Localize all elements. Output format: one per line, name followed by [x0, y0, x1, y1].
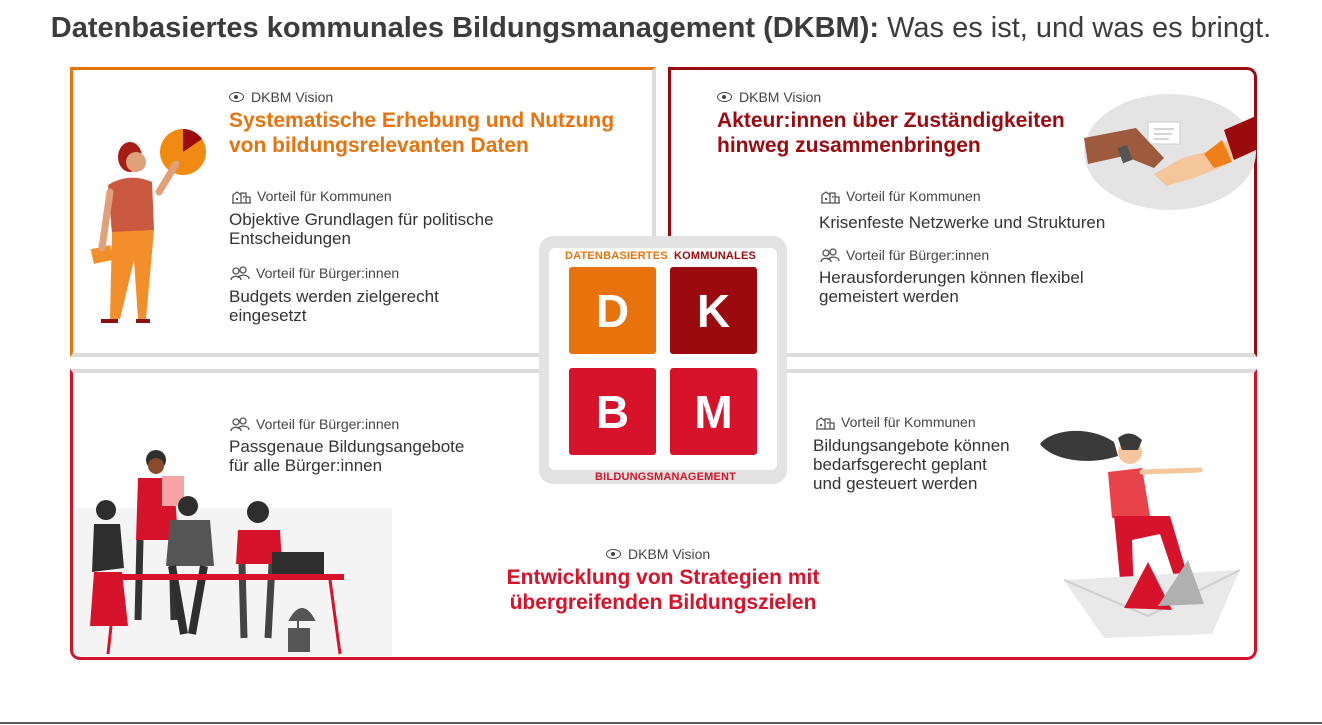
woman-paper-boat-illustration — [1038, 420, 1266, 648]
benefit-text-bl: Passgenaue Bildungsangebote für alle Bürger:innen — [229, 437, 465, 475]
benefit-text-tr-1: Krisenfeste Netzwerke und Strukturen — [819, 213, 1106, 232]
vision-label-tl: DKBM Vision — [229, 89, 333, 105]
town-icon — [232, 189, 251, 204]
town-icon — [821, 189, 840, 204]
caption-kommunales: KOMMUNALES — [674, 250, 757, 262]
divider — [0, 722, 1322, 724]
benefit-text-tr-2: Herausforderungen können flexibel gemeistert werden — [819, 268, 1084, 306]
benefit-label-tl-2: Vorteil für Bürger:innen — [230, 265, 399, 281]
benefit-label-tr-1: Vorteil für Kommunen — [821, 188, 981, 204]
benefit-label-br: Vorteil für Kommunen — [816, 414, 976, 430]
benefit-label-tl-1: Vorteil für Kommunen — [232, 188, 392, 204]
caption-bildungsmanagement: BILDUNGSMANAGEMENT — [595, 471, 737, 483]
tile-m: M — [670, 368, 757, 455]
vision-label-tr: DKBM Vision — [717, 89, 821, 105]
dkbm-logo-inner — [549, 248, 777, 483]
vision-label-bottom: DKBM Vision — [606, 546, 710, 562]
people-icon — [230, 417, 250, 432]
tile-k: K — [670, 267, 757, 354]
benefit-text-tl-1: Objektive Grundlagen für politische Entscheidungen — [229, 210, 494, 248]
benefit-text-tl-2: Budgets werden zielgerecht eingesetzt — [229, 287, 439, 325]
team-meeting-illustration — [76, 448, 392, 656]
title-normal: Was es ist, und was es bringt. — [879, 12, 1272, 44]
benefit-label-tr-2: Vorteil für Bürger:innen — [820, 247, 989, 263]
caption-datenbasiertes: DATENBASIERTES — [565, 250, 668, 262]
benefit-label-bl: Vorteil für Bürger:innen — [230, 416, 399, 432]
heading-bottom: Entwicklung von Strategien mit übergreifenden Bildungszielen — [506, 566, 820, 614]
person-pie-chart-illustration — [84, 122, 214, 327]
people-icon — [820, 248, 840, 263]
eye-icon — [606, 549, 621, 559]
handshake-illustration — [1074, 86, 1256, 214]
heading-tl: Systematische Erhebung und Nutzung von bildungsrelevanten Daten — [229, 109, 615, 157]
people-icon — [230, 266, 250, 281]
dkbm-logo — [539, 236, 787, 484]
tile-b: B — [569, 368, 656, 455]
page-title — [0, 12, 1322, 45]
eye-icon — [229, 92, 244, 102]
heading-tr: Akteur:innen über Zuständigkeiten hinweg zusammenbringen — [717, 109, 1065, 157]
tile-d: D — [569, 267, 656, 354]
town-icon — [816, 415, 835, 430]
eye-icon — [717, 92, 732, 102]
title-bold: Datenbasiertes kommunales Bildungsmanagement (DKBM): — [50, 12, 880, 44]
benefit-text-br: Bildungsangebote können bedarfsgerecht geplant und gesteuert werden — [813, 436, 1010, 493]
